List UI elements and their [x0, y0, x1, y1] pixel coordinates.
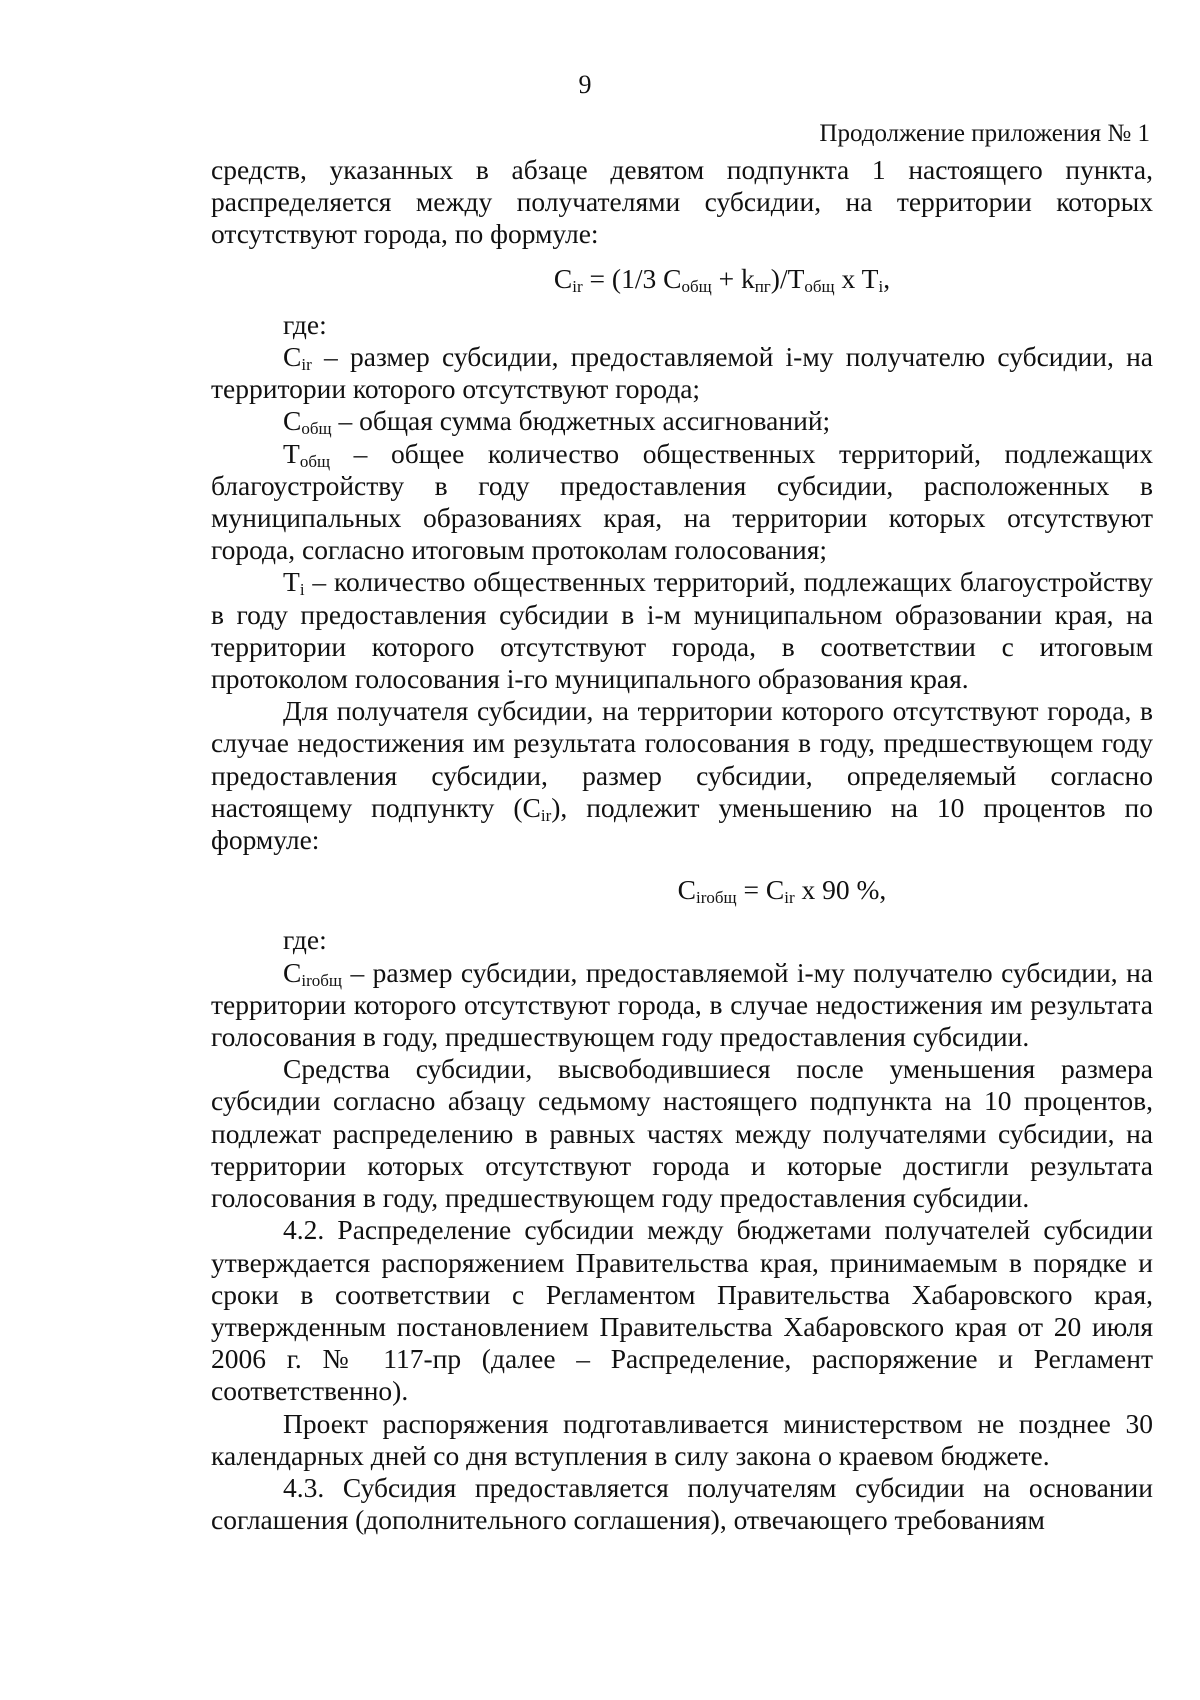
- def-text: – общее количество общественных территорий, подлежащих благоустройству в году предоставления субсидии, расположенных в муниципальных образованиях края, на территории которых отсутствуют города, согласно итоговым протоколам голосования;: [211, 437, 1153, 566]
- formula-reduced: [211, 874, 1153, 906]
- formula-symbol: C: [553, 262, 573, 294]
- definition-tobsh: [211, 438, 1153, 567]
- paragraph-reduction: [211, 695, 1153, 856]
- paragraph-released-funds: Средства субсидии, высвободившиеся после уменьшения размера субсидии согласно абзацу седьмому настоящего подпункта на 10 процентов, подлежат распределению в равных частях между получателями субсидии, на территории которых отсутствуют города и которые достигли результата голосования в году, предшествующем году предоставления субсидии.: [211, 1053, 1153, 1214]
- def-text: – общая сумма бюджетных ассигнований;: [331, 405, 831, 437]
- formula-part: x T: [834, 262, 879, 294]
- def-subscript: ir: [301, 355, 312, 375]
- where-label: где:: [283, 924, 327, 956]
- paragraph-subscript: ir: [540, 805, 552, 825]
- where-label: где:: [283, 308, 327, 340]
- formula-subscript: пг: [754, 276, 771, 296]
- formula-part: = C: [736, 874, 785, 906]
- definition-cir: [211, 341, 1153, 405]
- paragraph-text: Для получателя субсидии, на территории которого отсутствуют города, в случае недостижения им результата голосования в году, предшествующем году предоставления субсидии, размер субсидии, определяемый согласно настоящему подпункту (C: [211, 695, 1153, 823]
- formula-subscript: irобщ: [696, 888, 737, 908]
- page-number: 9: [578, 70, 592, 99]
- paragraph-draft-order: Проект распоряжения подготавливается министерством не позднее 30 календарных дней со дня вступления в силу закона о краевом бюджете.: [211, 1407, 1153, 1471]
- formula-part: = (1/3 C: [582, 262, 682, 294]
- formula-part: ,: [883, 262, 891, 294]
- def-subscript: общ: [299, 451, 331, 471]
- def-subscript: irобщ: [301, 970, 342, 990]
- definition-ti: [211, 566, 1153, 695]
- paragraph-4-3: 4.3. Субсидия предоставляется получателям субсидии на основании соглашения (дополнительного соглашения), отвечающего требованиям: [211, 1471, 1153, 1536]
- def-text: – количество общественных территорий, подлежащих благоустройству в году предоставления субсидии в i-м муниципальном образовании края, на территории которого отсутствуют города, в соответствии с итоговым протоколом голосования i-го муниципального образования края.: [211, 566, 1153, 695]
- formula-subscript: общ: [681, 276, 712, 296]
- def-symbol: C: [283, 341, 302, 373]
- paragraph-4-2: 4.2. Распределение субсидии между бюджетами получателей субсидии утверждается распоряжением Правительства края, принимаемым в порядке и сроки в соответствии с Регламентом Правительства Хабаровского края, утвержденным постановлением Правительства Хабаровского края от 20 июля 2006 г. № 117-пр (далее – Распределение, распоряжение и Регламент соответственно).: [211, 1214, 1153, 1407]
- paragraph-text: ), подлежит уменьшению на 10 процентов по формуле:: [211, 791, 1153, 856]
- def-text: – размер субсидии, предоставляемой i-му получателю субсидии, на территории которого отсутствуют города, в случае недостижения им результата голосования в году, предшествующем году предоставления субсидии.: [211, 956, 1153, 1053]
- def-symbol: T: [283, 437, 300, 469]
- formula-part: )/T: [770, 262, 805, 294]
- def-subscript: общ: [301, 419, 332, 439]
- def-subscript: i: [299, 580, 305, 600]
- appendix-header: Продолжение приложения № 1: [819, 120, 1150, 147]
- definition-cirobsh: [211, 957, 1153, 1054]
- formula-subscript: ir: [572, 276, 583, 296]
- def-symbol: C: [283, 956, 302, 988]
- formula-subsidy: [211, 263, 1153, 295]
- document-body: [211, 154, 1153, 1536]
- formula-subscript: общ: [804, 276, 835, 296]
- formula-part: + k: [711, 262, 755, 294]
- def-text: – размер субсидии, предоставляемой i-му получателю субсидии, на территории которого отсутствуют города;: [211, 341, 1153, 405]
- formula-subscript: i: [878, 276, 884, 296]
- paragraph-intro: средств, указанных в абзаце девятом подпункта 1 настоящего пункта, распределяется между получателями субсидии, на территории которых отсутствуют города, по формуле:: [211, 154, 1153, 250]
- formula-symbol: C: [677, 874, 697, 906]
- def-symbol: C: [283, 405, 302, 437]
- definition-cobsh: [211, 405, 1153, 437]
- formula-part: x 90 %,: [794, 874, 887, 906]
- formula-subscript: ir: [784, 888, 795, 908]
- def-symbol: T: [283, 566, 300, 598]
